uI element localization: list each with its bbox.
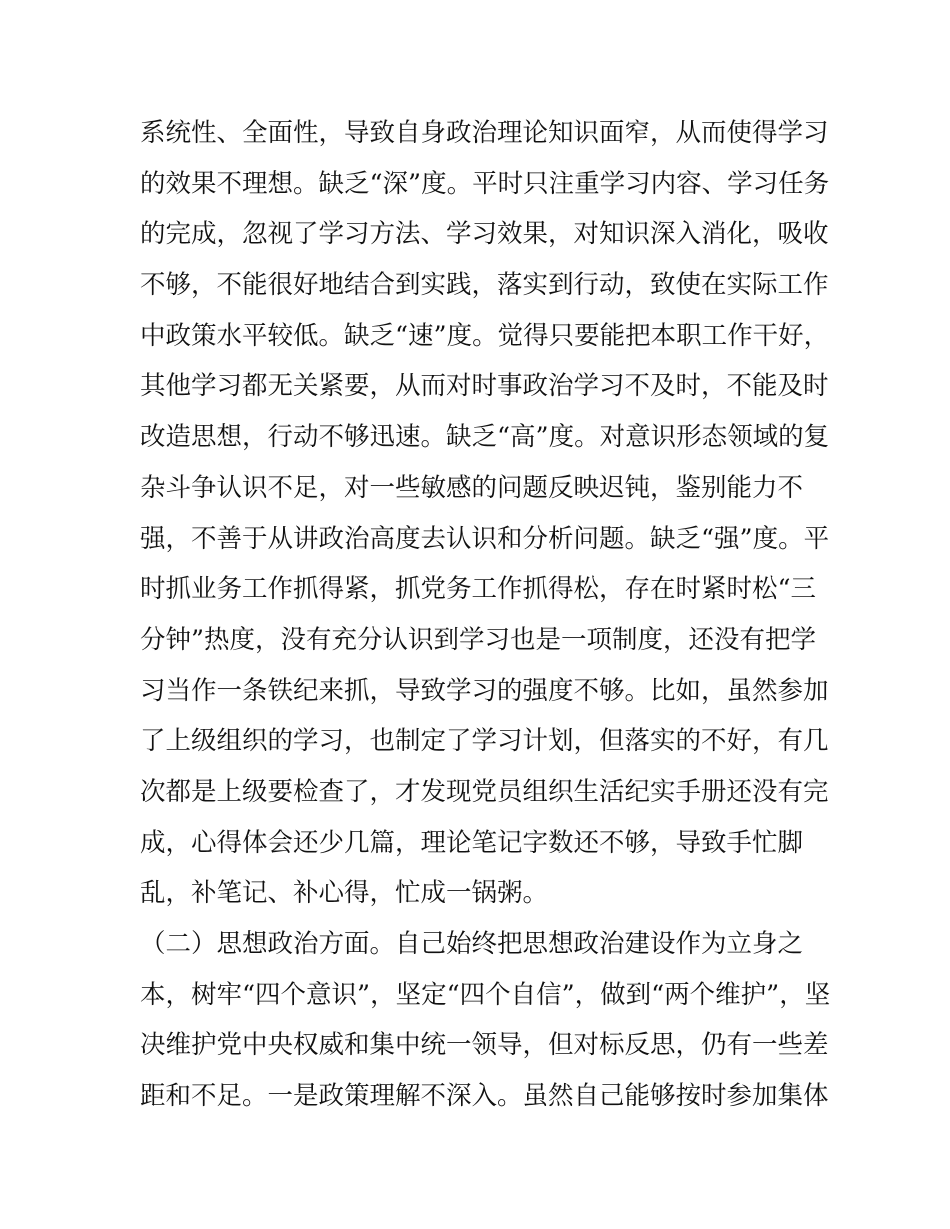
text-line-12: 习当作一条铁纪来抓，导致学习的强度不够。比如，虽然参加 (140, 675, 829, 706)
text-line-18: 本，树牢“四个意识”，坚定“四个自信”，做到“两个维护”，坚 (140, 979, 831, 1010)
text-line-2: 的效果不理想。缺乏“深”度。平时只注重学习内容、学习任务 (140, 168, 830, 199)
text-line-16: 乱，补笔记、补心得，忙成一锅粥。 (140, 878, 549, 909)
text-line-20: 距和不足。一是政策理解不深入。虽然自己能够按时参加集体 (140, 1081, 829, 1112)
text-line-3: 的完成，忽视了学习方法、学习效果，对知识深入消化，吸收 (140, 219, 829, 250)
text-line-6: 其他学习都无关紧要，从而对时事政治学习不及时，不能及时 (140, 371, 829, 402)
text-line-7: 改造思想，行动不够迅速。缺乏“高”度。对意识形态领域的复 (140, 422, 830, 453)
text-line-19: 决维护党中央权威和集中统一领导，但对标反思，仍有一些差 (140, 1030, 829, 1061)
text-line-10: 时抓业务工作抓得紧，抓党务工作抓得松，存在时紧时松“三 (140, 574, 817, 605)
body-text (140, 108, 831, 1122)
text-line-9: 强，不善于从讲政治高度去认识和分析问题。缺乏“强”度。平 (140, 523, 830, 554)
text-line-8: 杂斗争认识不足，对一些敏感的问题反映迟钝，鉴别能力不 (140, 472, 804, 503)
text-line-11: 分钟”热度，没有充分认识到学习也是一项制度，还没有把学 (140, 624, 817, 655)
text-line-14: 次都是上级要检查了，才发现党员组织生活纪实手册还没有完 (140, 776, 829, 807)
text-line-13: 了上级组织的学习，也制定了学习计划，但落实的不好，有几 (140, 726, 829, 757)
text-line-5: 中政策水平较低。缺乏“速”度。觉得只要能把本职工作干好， (140, 320, 830, 351)
text-line-17: （二）思想政治方面。自己始终把思想政治建设作为立身之 (140, 929, 804, 959)
text-line-1: 系统性、全面性，导致自身政治理论知识面窄，从而使得学习 (140, 118, 829, 148)
text-line-4: 不够，不能很好地结合到实践，落实到行动，致使在实际工作 (140, 270, 829, 301)
text-line-15: 成，心得体会还少几篇，理论笔记字数还不够，导致手忙脚 (140, 827, 804, 858)
